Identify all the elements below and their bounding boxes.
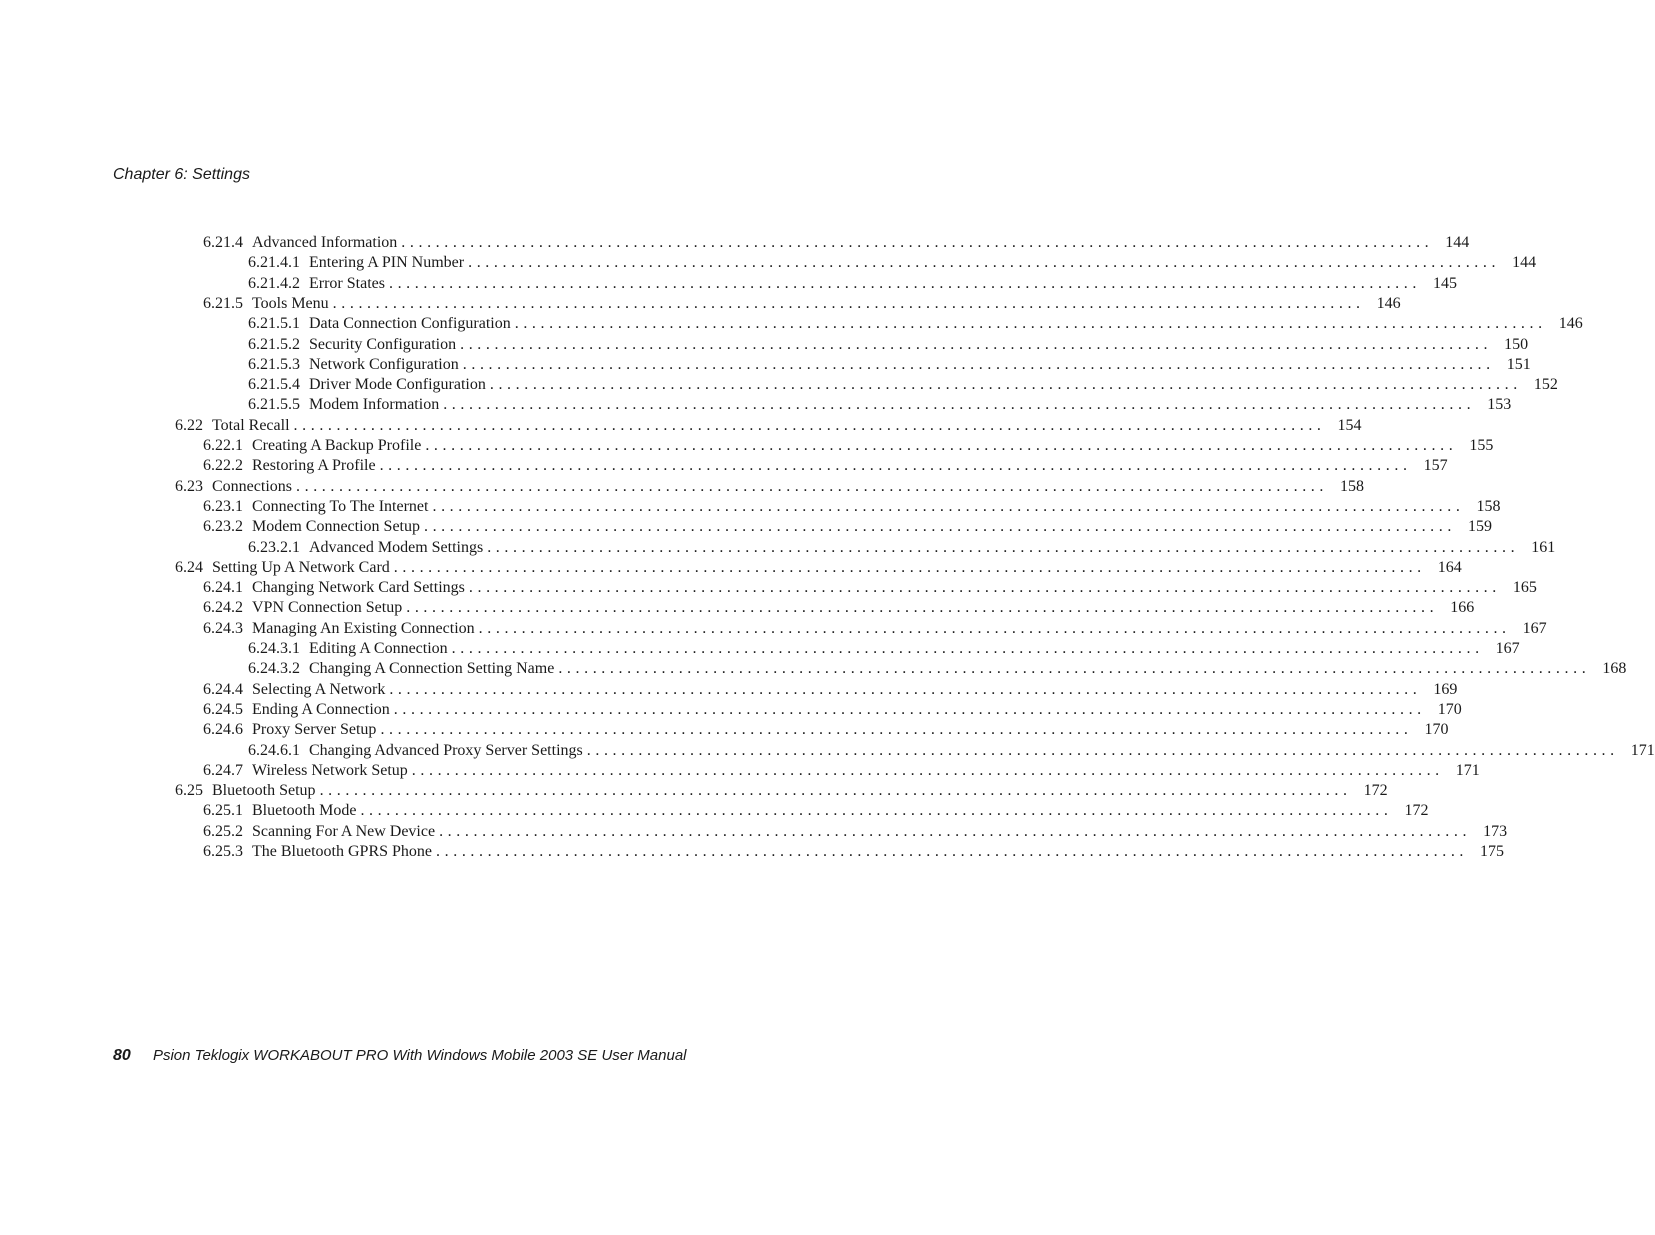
toc-entry-number: 6.25.3 [203, 843, 243, 860]
footer-manual-title: Psion Teklogix WORKABOUT PRO With Windows Mobile 2003 SE User Manual [152, 1047, 687, 1064]
toc-entry-number: 6.22 [175, 416, 203, 434]
toc-entry-page: 145 [1432, 274, 1457, 292]
toc-entry-number: 6.24.6.1 [248, 741, 300, 759]
toc-entry[interactable] [203, 801, 1429, 821]
toc-entry-number: 6.21.5.3 [248, 355, 300, 373]
toc-entry-title: Ending A Connection [252, 700, 390, 718]
toc-dot-leader: ........................................................................................................................ [332, 294, 1365, 312]
toc-dot-leader: ........................................................................................................................ [411, 761, 1444, 779]
toc-entry-title: Changing A Connection Setting Name [309, 660, 555, 678]
toc-entry-title: Managing An Existing Connection [252, 619, 475, 637]
toc-entry-title: Entering A PIN Number [309, 254, 465, 272]
toc-entry-number: 6.24.3.1 [248, 640, 300, 657]
toc-entry[interactable] [248, 253, 1537, 273]
toc-dot-leader: ........................................................................................................................ [393, 558, 1426, 576]
toc-entry[interactable] [203, 497, 1501, 517]
chapter-header: Chapter 6: Settings [113, 166, 250, 183]
toc-entry-page: 175 [1480, 843, 1505, 860]
toc-entry[interactable] [203, 842, 1505, 862]
toc-entry-page: 171 [1455, 761, 1480, 779]
toc-entry-number: 6.24.4 [203, 680, 243, 698]
toc-entry[interactable] [248, 395, 1512, 415]
toc-entry-page: 161 [1531, 538, 1556, 556]
toc-dot-leader: ........................................................................................................................ [487, 538, 1520, 556]
toc-entry-title: Changing Advanced Proxy Server Settings [309, 741, 583, 759]
toc-entry-number: 6.24.2 [203, 599, 243, 617]
toc-entry-number: 6.21.4 [203, 234, 243, 251]
toc-entry-number: 6.22.2 [203, 457, 243, 475]
toc-entry-title: Advanced Information [252, 234, 398, 251]
toc-entry-title: Selecting A Network [252, 680, 386, 698]
toc-entry[interactable] [248, 335, 1529, 355]
toc-entry-title: Modem Information [309, 396, 440, 414]
toc-entry[interactable] [248, 375, 1558, 395]
toc-entry-title: Creating A Backup Profile [252, 437, 422, 454]
toc-entry[interactable] [248, 274, 1457, 294]
toc-entry[interactable] [203, 233, 1470, 253]
toc-dot-leader: ........................................................................................................................ [468, 254, 1501, 272]
toc-dot-leader: ........................................................................................................................ [423, 518, 1456, 536]
toc-entry[interactable] [175, 558, 1462, 578]
toc-dot-leader: ........................................................................................................................ [296, 477, 1328, 495]
toc-entry-title: Connecting To The Internet [252, 497, 429, 515]
toc-entry-title: Proxy Server Setup [252, 721, 377, 739]
toc-entry[interactable] [248, 639, 1520, 659]
toc-entry-page: 170 [1437, 700, 1462, 718]
page-footer [113, 1047, 687, 1065]
toc-entry-title: Modem Connection Setup [252, 518, 420, 536]
toc-entry-number: 6.23.1 [203, 497, 243, 515]
toc-entry-number: 6.23 [175, 477, 203, 495]
toc-dot-leader: ........................................................................................................................ [393, 700, 1426, 718]
toc-entry[interactable] [203, 680, 1458, 700]
toc-entry-number: 6.21.5.4 [248, 376, 300, 394]
toc-entry[interactable] [203, 598, 1475, 618]
toc-entry-title: Security Configuration [309, 335, 457, 353]
toc-entry[interactable] [248, 659, 1627, 679]
toc-entry[interactable] [203, 761, 1480, 781]
toc-entry-page: 158 [1476, 497, 1501, 515]
toc-entry-number: 6.23.2 [203, 518, 243, 536]
toc-entry-title: Bluetooth Mode [252, 802, 357, 820]
toc-entry-page: 155 [1469, 437, 1494, 454]
toc-entry-number: 6.24.3.2 [248, 660, 300, 678]
toc-dot-leader: ........................................................................................................................ [451, 640, 1484, 657]
toc-entry-page: 151 [1506, 355, 1531, 373]
toc-entry-page: 153 [1487, 396, 1512, 414]
toc-entry-title: Error States [309, 274, 385, 292]
toc-dot-leader: ........................................................................................................................ [425, 437, 1458, 454]
toc-entry-page: 167 [1522, 619, 1547, 637]
toc-entry-number: 6.24.3 [203, 619, 243, 637]
toc-entry-title: Total Recall [212, 416, 290, 434]
toc-dot-leader: ........................................................................................................................ [293, 416, 1326, 434]
toc-dot-leader: ........................................................................................................................ [319, 782, 1352, 800]
toc-entry-number: 6.22.1 [203, 437, 243, 454]
toc-entry-title: Connections [212, 477, 292, 495]
toc-entry-title: Setting Up A Network Card [212, 558, 390, 576]
toc-entry-number: 6.24 [175, 558, 203, 576]
toc-entry[interactable] [203, 456, 1448, 476]
toc-entry-title: Advanced Modem Settings [309, 538, 484, 556]
toc-dot-leader: ........................................................................................................................ [379, 457, 1412, 475]
toc-entry-page: 152 [1533, 376, 1558, 394]
toc-dot-leader: ........................................................................................................................ [401, 234, 1434, 251]
toc-entry[interactable] [203, 619, 1547, 639]
toc-entry-number: 6.24.1 [203, 579, 243, 597]
toc-entry-page: 154 [1337, 416, 1362, 434]
toc-entry-page: 165 [1512, 579, 1537, 597]
toc-dot-leader: ........................................................................................................................ [439, 822, 1472, 840]
toc-entry-title: VPN Connection Setup [252, 599, 403, 617]
toc-entry-title: Tools Menu [252, 294, 329, 312]
toc-dot-leader: ........................................................................................................................ [389, 680, 1422, 698]
toc-entry-title: Changing Network Card Settings [252, 579, 465, 597]
toc-entry-page: 144 [1445, 234, 1470, 251]
toc-entry-title: Network Configuration [309, 355, 459, 373]
toc-dot-leader: ........................................................................................................................ [460, 335, 1493, 353]
footer-page-number: 80 [113, 1047, 131, 1064]
toc-entry[interactable] [175, 477, 1364, 497]
toc-dot-leader: ........................................................................................................................ [489, 376, 1522, 394]
toc-dot-leader: ........................................................................................................................ [432, 497, 1465, 515]
toc-entry[interactable] [203, 822, 1508, 842]
toc-dot-leader: ........................................................................................................................ [586, 741, 1619, 759]
toc-entry-title: Restoring A Profile [252, 457, 376, 475]
toc-entry-page: 146 [1558, 315, 1583, 333]
toc-entry[interactable] [248, 538, 1556, 558]
toc-dot-leader: ........................................................................................................................ [380, 721, 1413, 739]
toc-entry-number: 6.24.7 [203, 761, 243, 779]
toc-entry-number: 6.24.6 [203, 721, 243, 739]
toc-entry-page: 173 [1483, 822, 1508, 840]
toc-entry-title: Data Connection Configuration [309, 315, 511, 333]
toc-dot-leader: ........................................................................................................................ [478, 619, 1511, 637]
toc-entry[interactable] [248, 741, 1655, 761]
toc-entry-number: 6.21.4.2 [248, 274, 300, 292]
toc-entry-title: Editing A Connection [309, 640, 448, 657]
toc-dot-leader: ........................................................................................................................ [558, 660, 1591, 678]
toc-dot-leader: ........................................................................................................................ [462, 355, 1495, 373]
toc-entry[interactable] [203, 436, 1494, 456]
toc-entry[interactable] [203, 294, 1401, 314]
toc-entry-page: 167 [1495, 640, 1520, 657]
toc-dot-leader: ........................................................................................................................ [360, 802, 1393, 820]
toc-entry[interactable] [203, 578, 1537, 598]
toc-entry-number: 6.21.5.1 [248, 315, 300, 333]
toc-entry-number: 6.21.5.5 [248, 396, 300, 414]
toc-entry-number: 6.21.5 [203, 294, 243, 312]
toc-entry-number: 6.23.2.1 [248, 538, 300, 556]
toc-entry-page: 157 [1423, 457, 1448, 475]
toc-dot-leader: ........................................................................................................................ [443, 396, 1476, 414]
toc-entry-page: 172 [1363, 782, 1388, 800]
toc-entry-number: 6.21.4.1 [248, 254, 300, 272]
toc-dot-leader: ........................................................................................................................ [468, 579, 1501, 597]
toc-entry-title: Wireless Network Setup [252, 761, 408, 779]
toc-entry-page: 159 [1467, 518, 1492, 536]
toc-dot-leader: ........................................................................................................................ [436, 843, 1469, 860]
toc-entry[interactable] [203, 517, 1492, 537]
toc-entry-number: 6.25 [175, 782, 203, 800]
toc-entry-number: 6.24.5 [203, 700, 243, 718]
toc-entry[interactable] [175, 781, 1388, 801]
toc-entry-page: 146 [1376, 294, 1401, 312]
toc-entry-page: 168 [1602, 660, 1627, 678]
toc-entry-title: The Bluetooth GPRS Phone [252, 843, 433, 860]
toc-entry-title: Driver Mode Configuration [309, 376, 486, 394]
toc-entry-page: 158 [1340, 477, 1364, 495]
toc-dot-leader: ........................................................................................................................ [406, 599, 1439, 617]
toc-entry-page: 150 [1504, 335, 1529, 353]
toc-entry-page: 166 [1450, 599, 1475, 617]
toc-entry-page: 169 [1433, 680, 1458, 698]
toc-dot-leader: ........................................................................................................................ [514, 315, 1547, 333]
toc-entry-number: 6.25.1 [203, 802, 243, 820]
toc-entry-page: 144 [1512, 254, 1537, 272]
toc-entry-page: 170 [1424, 721, 1449, 739]
toc-entry-number: 6.25.2 [203, 822, 243, 840]
toc-entry[interactable] [203, 700, 1462, 720]
toc-entry-page: 171 [1630, 741, 1655, 759]
toc-entry-number: 6.21.5.2 [248, 335, 300, 353]
toc-entry[interactable] [175, 416, 1362, 436]
toc-dot-leader: ........................................................................................................................ [388, 274, 1421, 292]
toc-entry-page: 164 [1437, 558, 1462, 576]
toc-entry-page: 172 [1404, 802, 1429, 820]
toc-entry[interactable] [248, 314, 1583, 334]
toc-entry[interactable] [203, 720, 1449, 740]
toc-entry-title: Scanning For A New Device [252, 822, 436, 840]
toc-entry-title: Bluetooth Setup [212, 782, 316, 800]
toc-entry[interactable] [248, 355, 1531, 375]
